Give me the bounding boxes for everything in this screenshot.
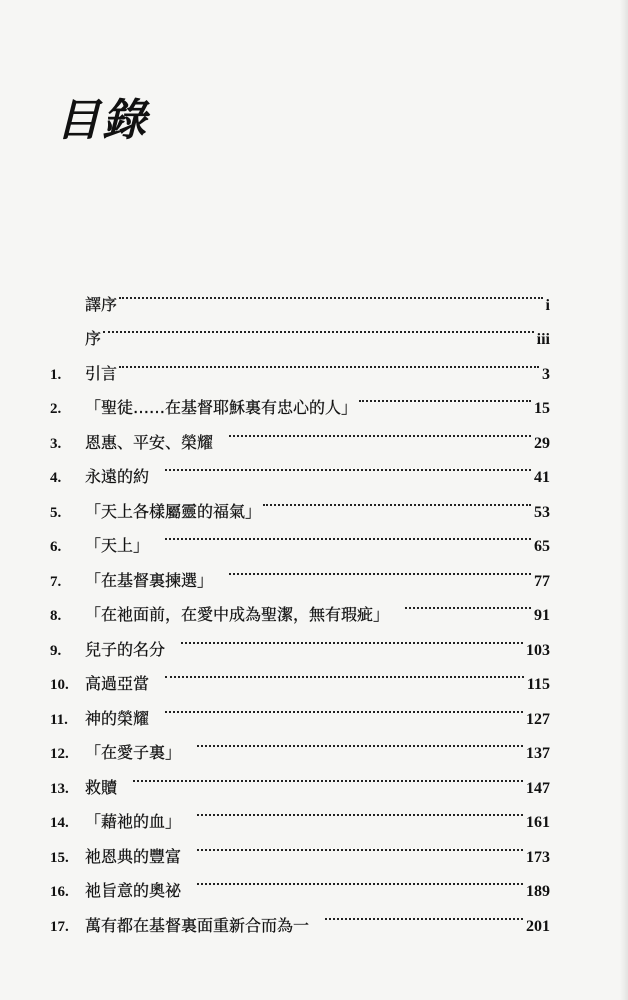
- toc-entry-number: 6.: [50, 539, 62, 555]
- toc-entry-title: 「在愛子裏」: [85, 743, 182, 762]
- toc-entry-title: 「天上各樣屬靈的福氣」: [85, 501, 262, 521]
- toc-dot-leader: [403, 586, 533, 621]
- toc-dot-leader: [163, 689, 525, 724]
- toc-entry-title: 「在基督裏揀選」: [85, 570, 214, 590]
- toc-entry-number: 5.: [50, 504, 62, 521]
- toc-entry-number: 11.: [50, 711, 68, 728]
- toc-entry-title: 永遠的約: [85, 467, 150, 486]
- toc-dot-leader: [261, 482, 533, 517]
- toc-entry-page-number: 77: [534, 572, 550, 590]
- toc-dot-leader: [131, 758, 525, 793]
- toc-entry-number: 10.: [50, 677, 69, 693]
- toc-dot-leader: [195, 827, 525, 862]
- toc-entry-page-number: iii: [536, 331, 550, 348]
- toc-entry-title: 萬有都在基督裏面重新合而為一: [85, 915, 310, 935]
- toc-dot-leader: [117, 344, 541, 379]
- toc-entry-page-number: 103: [526, 641, 550, 659]
- toc-entry-number: 8.: [50, 608, 62, 624]
- toc-entry-number: 7.: [50, 573, 62, 590]
- toc-entry-title: 「聖徒……在基督耶穌裏有忠心的人」: [85, 398, 358, 417]
- toc-entry-title: 「天上」: [85, 536, 150, 555]
- toc-entry-number: 4.: [50, 470, 62, 486]
- toc-entry-page-number: 15: [534, 400, 550, 417]
- toc-entry-page-number: 147: [526, 779, 550, 797]
- toc-dot-leader: [101, 310, 536, 345]
- page-edge-shadow: [620, 0, 628, 1000]
- toc-dot-leader: [227, 551, 533, 586]
- table-of-contents: [50, 275, 550, 935]
- toc-entry-number: 13.: [50, 780, 69, 797]
- toc-entry-page-number: 3: [542, 365, 550, 383]
- toc-entry-page-number: 91: [534, 607, 550, 624]
- toc-entry-page-number: 65: [534, 538, 550, 555]
- toc-entry-page-number: 137: [526, 745, 550, 762]
- toc-entry-title: 序: [85, 329, 102, 348]
- toc-dot-leader: [195, 793, 525, 828]
- toc-dot-leader: [163, 448, 533, 483]
- toc-dot-leader: [195, 724, 525, 759]
- toc-dot-leader: [227, 413, 533, 448]
- toc-dot-leader: [195, 862, 525, 897]
- toc-entry-title: 「在祂面前，在愛中成為聖潔，無有瑕疵」: [85, 605, 390, 624]
- toc-dot-leader: [117, 275, 545, 310]
- toc-dot-leader: [323, 896, 525, 931]
- toc-entry-title: 「藉祂的血」: [85, 812, 182, 831]
- toc-entry-title: 神的榮耀: [85, 708, 150, 728]
- toc-entry-page-number: 201: [526, 917, 550, 935]
- toc-entry-title: 譯序: [85, 294, 118, 314]
- toc-entry-title: 恩惠、平安、榮耀: [85, 432, 214, 452]
- toc-entry-number: 15.: [50, 849, 69, 866]
- toc-entry-page-number: 189: [526, 883, 550, 900]
- toc-entry-page-number: 161: [526, 814, 550, 831]
- toc-entry[interactable]: [50, 275, 550, 314]
- toc-entry-page-number: 41: [534, 469, 550, 486]
- toc-entry-title: 祂恩典的豐富: [85, 846, 182, 866]
- toc-dot-leader: [179, 620, 525, 655]
- toc-entry-number: 9.: [50, 642, 62, 659]
- toc-entry-number: 3.: [50, 435, 62, 452]
- toc-entry-title: 兒子的名分: [85, 639, 166, 659]
- toc-dot-leader: [357, 379, 533, 414]
- toc-dot-leader: [163, 517, 533, 552]
- toc-entry-title: 救贖: [85, 777, 118, 797]
- toc-entry-number: 2.: [50, 401, 62, 417]
- toc-entry-page-number: 53: [534, 503, 550, 521]
- toc-entry-page-number: 29: [534, 434, 550, 452]
- toc-dot-leader: [163, 655, 526, 690]
- toc-entry-number: 14.: [50, 815, 69, 831]
- toc-entry-page-number: i: [545, 296, 550, 314]
- toc-entry-title: 引言: [85, 363, 118, 383]
- toc-entry-title: 高過亞當: [85, 674, 150, 693]
- toc-entry[interactable]: [50, 379, 550, 417]
- toc-entry-number: 16.: [50, 884, 69, 900]
- toc-entry[interactable]: [50, 793, 550, 831]
- toc-entry-page-number: 115: [526, 676, 550, 693]
- toc-entry-number: 12.: [50, 746, 69, 762]
- page-title: 目錄: [56, 95, 148, 146]
- toc-entry-page-number: 127: [526, 710, 550, 728]
- toc-entry-number: 17.: [50, 918, 69, 935]
- toc-entry[interactable]: [50, 344, 550, 383]
- toc-entry-title: 祂旨意的奧祕: [85, 881, 182, 900]
- toc-entry[interactable]: [50, 310, 550, 348]
- toc-entry-number: 1.: [50, 366, 62, 383]
- toc-entry-page-number: 173: [526, 848, 550, 866]
